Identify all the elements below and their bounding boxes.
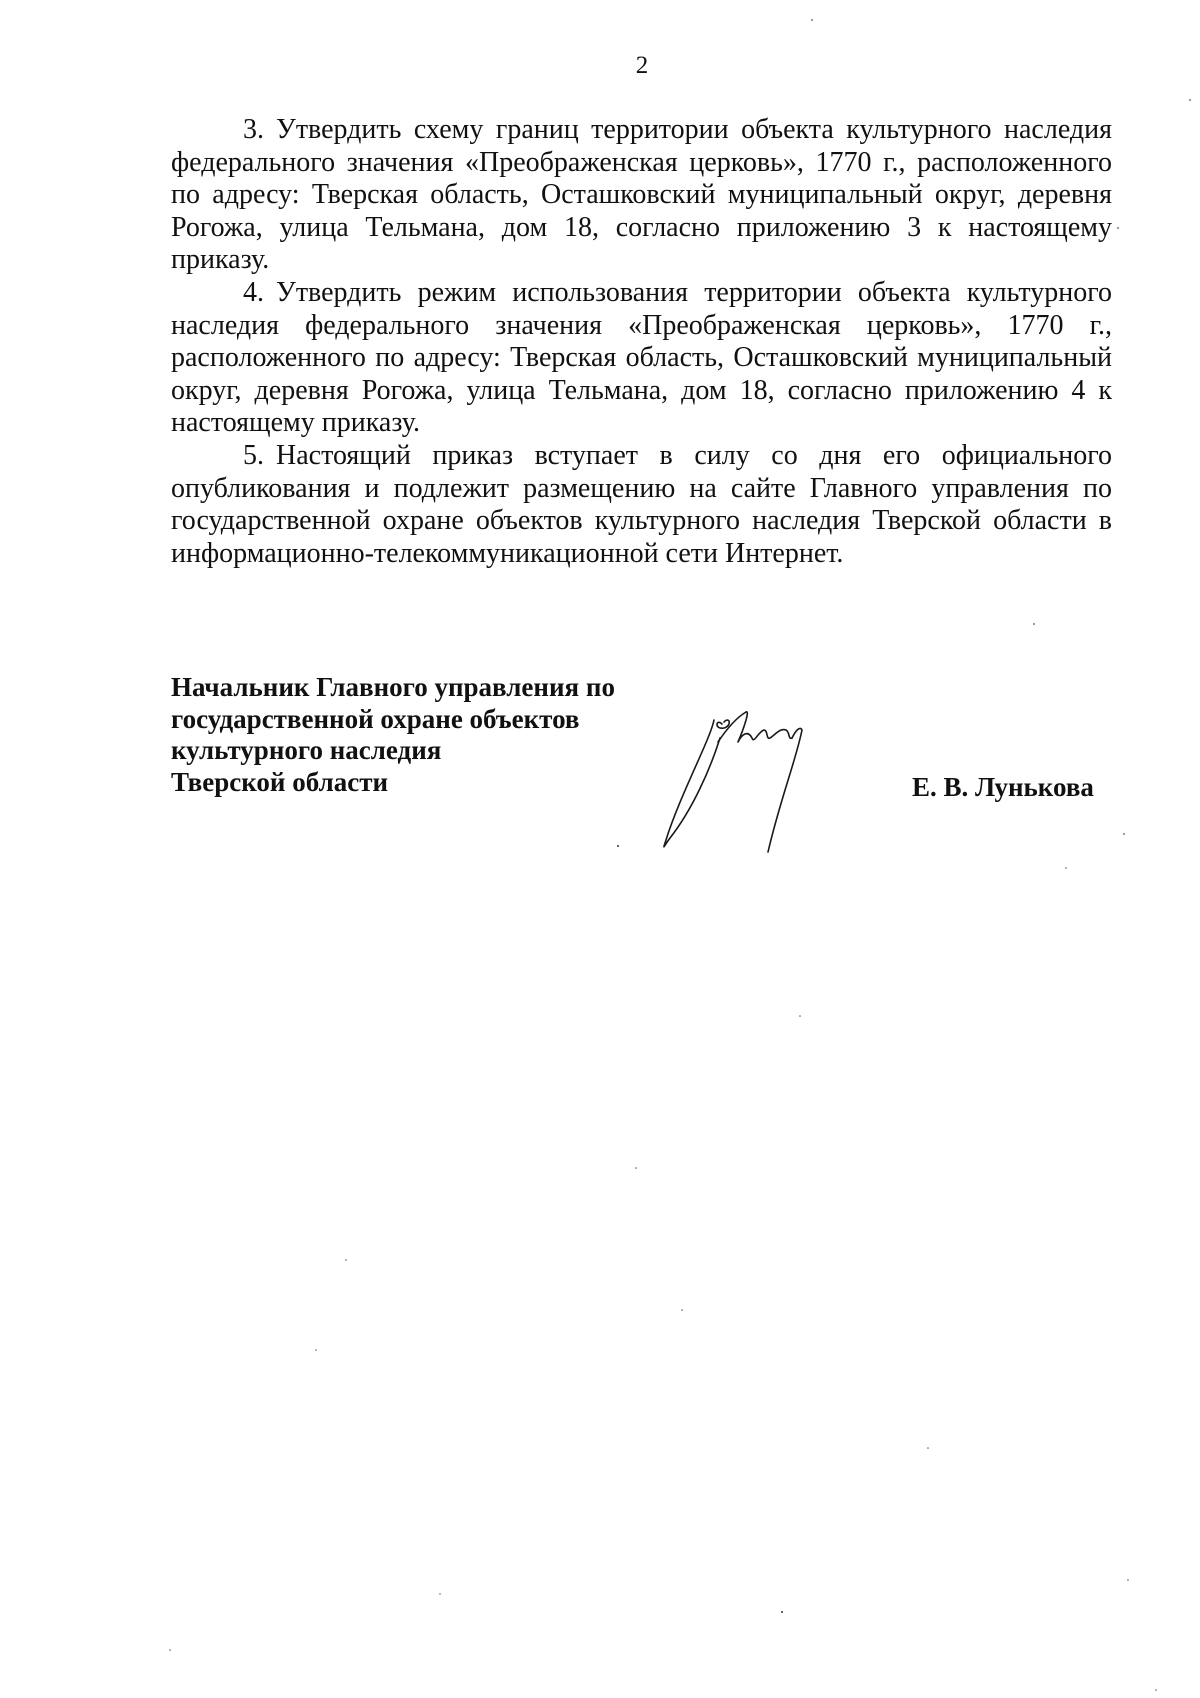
signer-position-line: Начальник Главного управления по	[171, 672, 615, 702]
page-number: 2	[635, 52, 649, 79]
signer-position	[171, 672, 615, 798]
clause-5	[171, 440, 1112, 570]
signer-name: Е. В. Лунькова	[912, 772, 1094, 802]
signer-position-line: государственной охране объектов	[171, 703, 580, 734]
clause-text: Настоящий приказ вступает в силу со дня его официального опубликования и подлежит размещению на сайте Главного управления по государственной охране объектов культурного наследия Тверской области в информационно-телекоммуникационной сети Интернет.	[171, 439, 1112, 569]
handwritten-signature	[640, 700, 840, 870]
clause-4	[171, 277, 1112, 440]
signer-position-line: культурного наследия	[171, 735, 442, 765]
clause-number: 4.	[243, 276, 264, 308]
clause-text: Утвердить схему границ территории объекта культурного наследия федерального значения «Преображенская церковь», 1770 г., расположенного по адресу: Тверская область, Осташковский муниципальный округ, деревня Рогожа, улица Тельмана, дом 18, согласно приложению 3 к настоящему приказу.	[171, 114, 1112, 276]
clause-number: 5.	[243, 439, 264, 471]
clause-text: Утвердить режим использования территории объекта культурного наследия федерального значения «Преображенская церковь», 1770 г., расположенного по адресу: Тверская область, Осташковский муниципальный округ, деревня Рогожа, улица Тельмана, дом 18, согласно приложению 4 к настоящему приказу.	[171, 276, 1112, 439]
clause-number: 3.	[243, 114, 264, 145]
clause-3	[171, 114, 1112, 277]
signer-position-line: Тверской области	[171, 766, 389, 797]
document-body	[171, 114, 1112, 570]
